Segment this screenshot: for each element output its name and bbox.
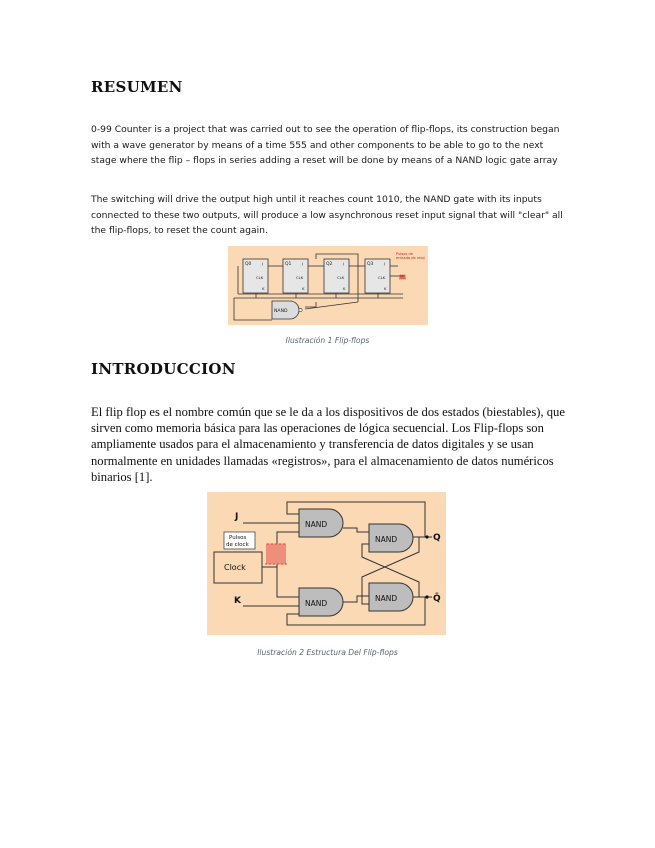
pulses-label-line2: de clock xyxy=(226,542,249,548)
ff-j-0: J xyxy=(262,261,264,266)
introduccion-paragraph: El flip flop es el nombre común que se le da a los dispositivos de dos estados (biestables), que sirven como memoria básica para las operaciones de lógica secuencial. Los Flip-flops son ampliamente usados para el almacenamiento y transferencia de datos digitales y se usan normalmente en unidades llamadas «registros», para el almacenamiento de datos numéricos binarios [1]. xyxy=(91,405,565,484)
nand-label-3: NAND xyxy=(375,535,398,544)
ff-label-1: Q1 xyxy=(285,262,292,267)
ff-label-0: Q0 xyxy=(245,262,252,267)
jk-flip-flop-structure-diagram xyxy=(207,492,446,635)
q-output-label: Q xyxy=(433,533,441,543)
clock-pulses-waveform xyxy=(265,544,287,564)
ff-j-3: J xyxy=(384,261,386,266)
ff-clk-0: CLK xyxy=(256,275,264,280)
fig2-k-label: K xyxy=(234,596,241,606)
ff-label-2: Q2 xyxy=(326,262,333,267)
resumen-heading: RESUMEN xyxy=(91,78,183,96)
ff-k-3: K xyxy=(384,286,387,291)
figure1-caption: Ilustración 1 Flip-flops xyxy=(285,336,370,345)
flip-flop-counter-figure xyxy=(228,246,428,325)
ff-k-2: K xyxy=(343,286,346,291)
ff-clk-3: CLK xyxy=(378,275,386,280)
resumen-paragraph-2: The switching will drive the output high until it reaches count 1010, the NAND gate with its inputs connected to these two outputs, will produce a low asynchronous reset input signal that will "clear" all the flip-flops, to reset the count again. xyxy=(91,194,563,236)
flip-flop-counter-diagram xyxy=(228,246,428,325)
nand-label-1: NAND xyxy=(305,520,328,529)
jk-flip-flop-structure-figure xyxy=(207,492,446,635)
introduccion-heading: INTRODUCCION xyxy=(91,360,236,378)
fig1-pulse-note: Pulsos de entrada de reloj xyxy=(396,252,425,261)
resumen-paragraph-1: 0-99 Counter is a project that was carried out to see the operation of flip-flops, its construction began with a wave generator by means of a time 555 and other components to be able to go to the next stage where the flip – flops in series adding a reset will be done by means of a NAND logic gate array xyxy=(91,124,560,166)
fig1-nand-label: NAND xyxy=(274,309,288,314)
q-bar-output-label: Q̄ xyxy=(433,594,441,604)
fig2-j-label: J xyxy=(235,512,239,522)
ff-label-3: Q3 xyxy=(367,262,374,267)
q-bar-output-dot xyxy=(425,595,428,598)
clock-label: Clock xyxy=(224,563,246,572)
pulses-label-line1: Pulsos xyxy=(229,535,247,541)
nand-label-4: NAND xyxy=(375,594,398,603)
figure2-caption: Ilustración 2 Estructura Del Flip-flops xyxy=(257,648,398,657)
ff-clk-2: CLK xyxy=(337,275,345,280)
ff-k-1: K xyxy=(302,286,305,291)
ff-clk-1: CLK xyxy=(296,275,304,280)
q-output-dot xyxy=(425,535,428,538)
ff-k-0: K xyxy=(262,286,265,291)
nand-label-2: NAND xyxy=(305,599,328,608)
ff-j-2: J xyxy=(343,261,345,266)
ff-j-1: J xyxy=(302,261,304,266)
